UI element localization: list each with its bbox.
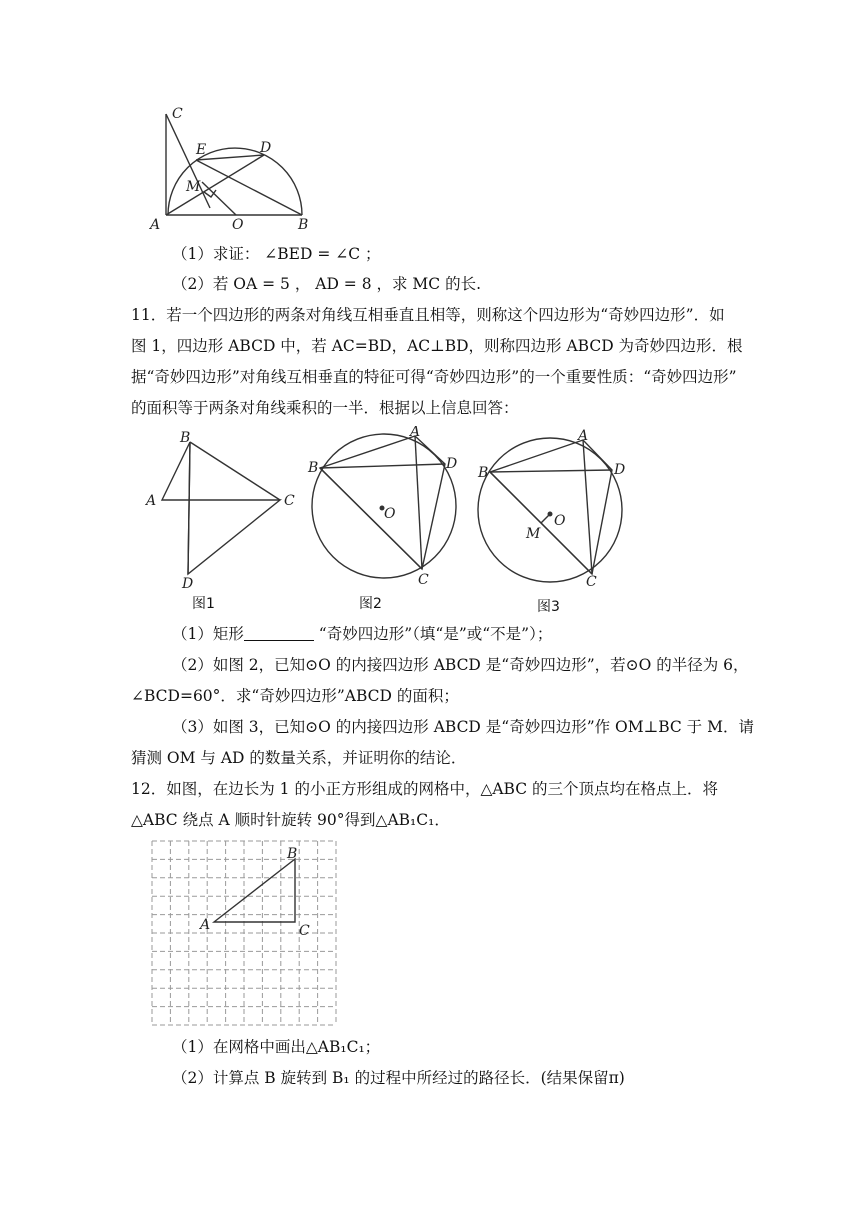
q12-line2: △ABC 绕点 A 顺时针旋转 90°得到△AB₁C₁． [131, 811, 450, 829]
q11-line4: 的面积等于两条对角线乘积的一半．根据以上信息回答： [131, 399, 519, 417]
q11-fig3-label-c: C [586, 574, 597, 590]
q10-part2: （2）若 OA = 5 ， AD = 8 ，求 MC 的长. [172, 275, 482, 293]
q11-part3-line2: 猜测 OM 与 AD 的数量关系，并证明你的结论． [131, 749, 467, 767]
q11-fig3-label-m: M [526, 526, 541, 542]
q11-figure1 [140, 428, 310, 593]
q11-fig1-label-a: A [146, 493, 157, 509]
q11-fig3-center-dot [548, 512, 553, 517]
q11-line1: 11．若一个四边形的两条对角线互相垂直且相等，则称这个四边形为“奇妙四边形”．如 [131, 306, 725, 324]
q10-line-ad [166, 155, 264, 215]
q11-fig2-label-a: A [410, 426, 421, 440]
q11-fig1-label-d: D [182, 576, 194, 592]
q10-label-b: B [298, 217, 309, 233]
q11-fig2-diagonal-bd [320, 464, 445, 468]
q11-part3-line1: （3）如图 3，已知⊙O 的内接四边形 ABCD 是“奇妙四边形”作 OM⊥BC 于 M．请 [172, 718, 754, 736]
q11-figure2 [300, 426, 470, 591]
q11-line2: 图 1，四边形 ABCD 中，若 AC=BD，AC⊥BD，则称四边形 ABCD 为奇妙四边形．根 [131, 337, 743, 355]
q10-label-o: O [232, 217, 244, 233]
q11-fig1-diagonal-bd [188, 442, 190, 574]
q10-figure [140, 100, 330, 235]
q11-part1-blank[interactable] [244, 625, 314, 641]
q10-label-a: A [150, 217, 161, 233]
q12-label-b: B [287, 846, 298, 862]
q11-line3: 据“奇妙四边形”对角线互相垂直的特征可得“奇妙四边形”的一个重要性质：“奇妙四边形” [131, 368, 737, 386]
q11-fig2-diagonal-ac [415, 436, 422, 569]
q11-fig2-diagonal-bc [320, 468, 422, 569]
q11-fig2-label-o: O [384, 506, 396, 522]
q12-triangle-abc [214, 859, 295, 922]
q11-fig1-label-c: C [284, 493, 295, 509]
q11-fig2-label-c: C [418, 572, 429, 588]
q11-fig3-quadrilateral [490, 440, 612, 574]
q10-label-d: D [260, 140, 272, 156]
q11-fig3-label-b: B [478, 465, 489, 481]
q10-label-m: M [186, 179, 201, 195]
q12-part1: （1）在网格中画出△AB₁C₁； [172, 1038, 381, 1056]
q11-fig1-label-b: B [180, 430, 191, 446]
q11-fig2-label-d: D [446, 456, 458, 472]
q11-fig2-label-b: B [308, 460, 319, 476]
q10-label-e: E [196, 142, 207, 158]
q11-fig2-caption: 图2 [359, 596, 382, 612]
q11-fig2-quadrilateral [320, 436, 445, 569]
q10-part1: （1）求证： ∠BED = ∠C ； [172, 245, 381, 263]
q11-fig3-label-o: O [554, 513, 566, 529]
q11-fig3-label-a: A [578, 428, 589, 444]
q12-line1: 12．如图，在边长为 1 的小正方形组成的网格中，△ABC 的三个顶点均在格点上．将 [131, 780, 719, 798]
q11-fig3-caption: 图3 [537, 599, 560, 615]
q11-figure3 [470, 428, 640, 593]
q11-fig1-side-bc [190, 442, 280, 500]
q11-fig1-caption: 图1 [192, 596, 215, 612]
q11-part2-line1: （2）如图 2，已知⊙O 的内接四边形 ABCD 是“奇妙四边形”，若⊙O 的半径为 6， [172, 656, 749, 674]
q11-part2-line2: ∠BCD=60°．求“奇妙四边形”ABCD 的面积； [131, 687, 459, 705]
q11-fig3-circle [478, 438, 622, 582]
q11-part1-pre: （1）矩形 [172, 625, 244, 643]
q11-part1-post: “奇妙四边形”（填“是”或“不是”）； [313, 625, 553, 643]
q11-fig3-diagonal-ac [583, 440, 592, 574]
q11-fig3-label-d: D [614, 462, 626, 478]
q10-label-c: C [172, 106, 183, 122]
q11-fig3-diagonal-bd [490, 470, 612, 472]
q10-line-om [202, 182, 236, 215]
q11-part1 [172, 623, 552, 645]
q12-label-a: A [200, 917, 211, 933]
q12-grid-figure [148, 838, 348, 1030]
q12-part2: （2）计算点 B 旋转到 B₁ 的过程中所经过的路径长．(结果保留π) [172, 1069, 625, 1087]
q12-label-c: C [299, 923, 310, 939]
